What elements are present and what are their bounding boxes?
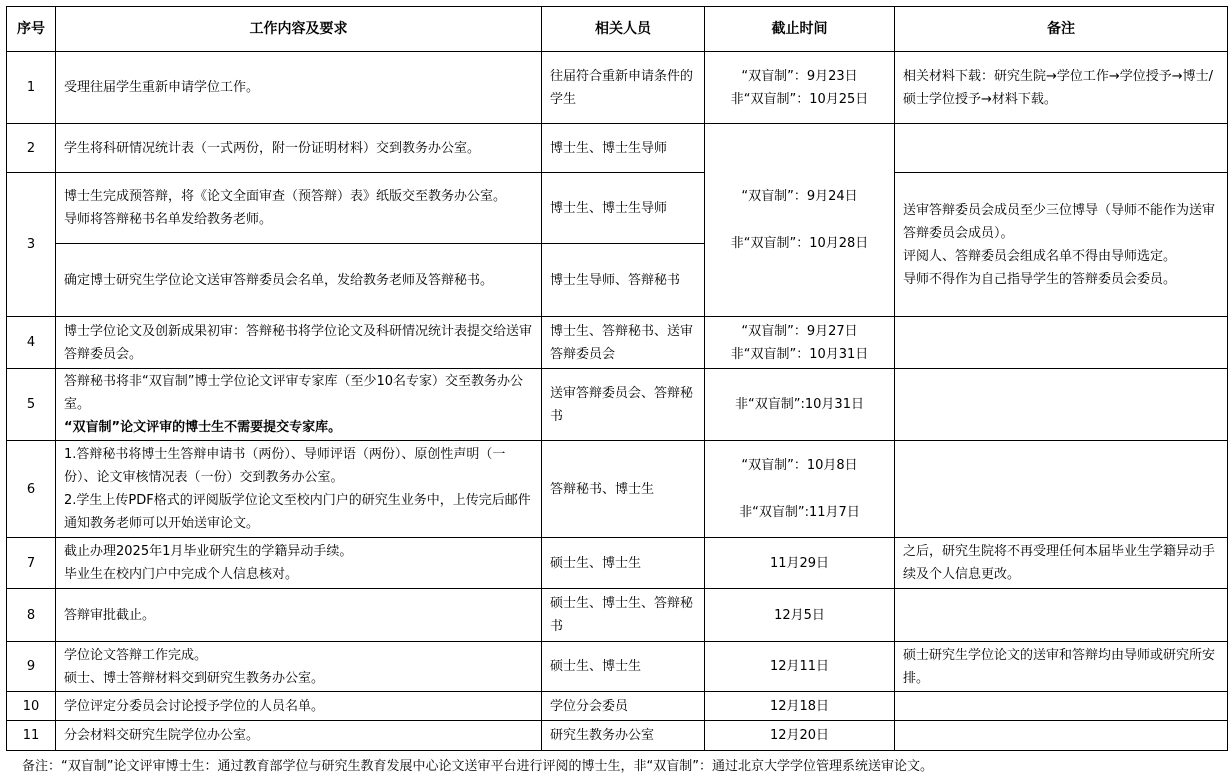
table-row <box>7 538 1228 589</box>
remark-cell <box>895 721 1228 751</box>
task-cell: 分会材料交研究生院学位办公室。 <box>56 721 542 751</box>
table-row <box>7 589 1228 642</box>
deadline-cell: 12月5日 <box>705 589 895 642</box>
deadline-cell: 11月29日 <box>705 538 895 589</box>
row-number: 6 <box>7 441 56 538</box>
people-cell: 答辩秘书、博士生 <box>542 441 705 538</box>
schedule-table <box>6 6 1228 751</box>
deadline-cell: “双盲制”：9月24日 非“双盲制”：10月28日 <box>705 124 895 317</box>
people-cell: 硕士生、博士生、答辩秘书 <box>542 589 705 642</box>
deadline-cell: “双盲制”：9月27日 非“双盲制”：10月31日 <box>705 317 895 369</box>
table-row <box>7 692 1228 721</box>
header-deadline: 截止时间 <box>705 7 895 52</box>
header-remarks: 备注 <box>895 7 1228 52</box>
remark-cell <box>895 317 1228 369</box>
table-row <box>7 173 1228 244</box>
deadline-cell: 非“双盲制”:10月31日 <box>705 369 895 441</box>
task-cell: 答辩秘书将非“双盲制”博士学位论文评审专家库（至少10名专家）交至教务办公室。 “双盲制”论文评审的博士生不需要提交专家库。 <box>56 369 542 441</box>
task-cell: 确定博士研究生学位论文送审答辩委员会名单，发给教务老师及答辩秘书。 <box>56 244 542 317</box>
remark-cell <box>895 369 1228 441</box>
people-cell: 博士生、博士生导师 <box>542 173 705 244</box>
remark-cell: 送审答辩委员会成员至少三位博导（导师不能作为送审答辩委员会成员）。 评阅人、答辩委员会组成名单不得由导师选定。 导师不得作为自己指导学生的答辩委员会委员。 <box>895 173 1228 317</box>
remark-cell <box>895 589 1228 642</box>
task-cell: 1.答辩秘书将博士生答辩申请书（两份）、导师评语（两份）、原创性声明（一份）、论文审核情况表（一份）交到教务办公室。 2.学生上传PDF格式的评阅版学位论文至校内门户的研究生业务中，上传完后邮件通知教务老师可以开始送审论文。 <box>56 441 542 538</box>
row-number: 7 <box>7 538 56 589</box>
bold-note: “双盲制”论文评审的博士生不需要提交专家库。 <box>64 420 342 435</box>
table-row <box>7 369 1228 441</box>
task-cell: 博士学位论文及创新成果初审：答辩秘书将学位论文及科研情况统计表提交给送审答辩委员会。 <box>56 317 542 369</box>
people-cell: 博士生导师、答辩秘书 <box>542 244 705 317</box>
people-cell: 往届符合重新申请条件的学生 <box>542 52 705 124</box>
row-number: 2 <box>7 124 56 173</box>
people-cell: 研究生教务办公室 <box>542 721 705 751</box>
table-row <box>7 124 1228 173</box>
footnote: 备注：“双盲制”论文评审博士生：通过教育部学位与研究生教育发展中心论文送审平台进行评阅的博士生，非“双盲制”：通过北京大学学位管理系统送审论文。 <box>22 759 933 774</box>
row-number: 5 <box>7 369 56 441</box>
deadline-cell: 12月18日 <box>705 692 895 721</box>
remark-cell: 相关材料下载：研究生院→学位工作→学位授予→博士/硕士学位授予→材料下载。 <box>895 52 1228 124</box>
remark-cell <box>895 441 1228 538</box>
deadline-cell: 12月11日 <box>705 642 895 692</box>
people-cell: 博士生、博士生导师 <box>542 124 705 173</box>
row-number: 3 <box>7 173 56 317</box>
task-cell: 学位评定分委员会讨论授予学位的人员名单。 <box>56 692 542 721</box>
table-row <box>7 317 1228 369</box>
header-task: 工作内容及要求 <box>56 7 542 52</box>
table-row <box>7 721 1228 751</box>
deadline-cell: 12月20日 <box>705 721 895 751</box>
people-cell: 送审答辩委员会、答辩秘书 <box>542 369 705 441</box>
task-cell: 学生将科研情况统计表（一式两份，附一份证明材料）交到教务办公室。 <box>56 124 542 173</box>
remark-cell: 硕士研究生学位论文的送审和答辩均由导师或研究所安排。 <box>895 642 1228 692</box>
row-number: 8 <box>7 589 56 642</box>
row-number: 1 <box>7 52 56 124</box>
row-number: 9 <box>7 642 56 692</box>
people-cell: 博士生、答辩秘书、送审答辩委员会 <box>542 317 705 369</box>
people-cell: 硕士生、博士生 <box>542 538 705 589</box>
row-number: 10 <box>7 692 56 721</box>
remark-cell <box>895 692 1228 721</box>
table-row <box>7 52 1228 124</box>
deadline-cell: “双盲制”：10月8日 非“双盲制”:11月7日 <box>705 441 895 538</box>
remark-cell <box>895 124 1228 173</box>
table-row <box>7 441 1228 538</box>
header-people: 相关人员 <box>542 7 705 52</box>
table-row <box>7 642 1228 692</box>
task-cell: 受理往届学生重新申请学位工作。 <box>56 52 542 124</box>
remark-cell: 之后，研究生院将不再受理任何本届毕业生学籍异动手续及个人信息更改。 <box>895 538 1228 589</box>
row-number: 11 <box>7 721 56 751</box>
people-cell: 学位分会委员 <box>542 692 705 721</box>
row-number: 4 <box>7 317 56 369</box>
task-cell: 答辩审批截止。 <box>56 589 542 642</box>
deadline-cell: “双盲制”：9月23日 非“双盲制”：10月25日 <box>705 52 895 124</box>
task-cell: 截止办理2025年1月毕业研究生的学籍异动手续。 毕业生在校内门户中完成个人信息核对。 <box>56 538 542 589</box>
people-cell: 硕士生、博士生 <box>542 642 705 692</box>
header-row <box>7 7 1228 52</box>
header-no: 序号 <box>7 7 56 52</box>
task-cell: 学位论文答辩工作完成。 硕士、博士答辩材料交到研究生教务办公室。 <box>56 642 542 692</box>
task-cell: 博士生完成预答辩，将《论文全面审查（预答辩）表》纸版交至教务办公室。 导师将答辩秘书名单发给教务老师。 <box>56 173 542 244</box>
